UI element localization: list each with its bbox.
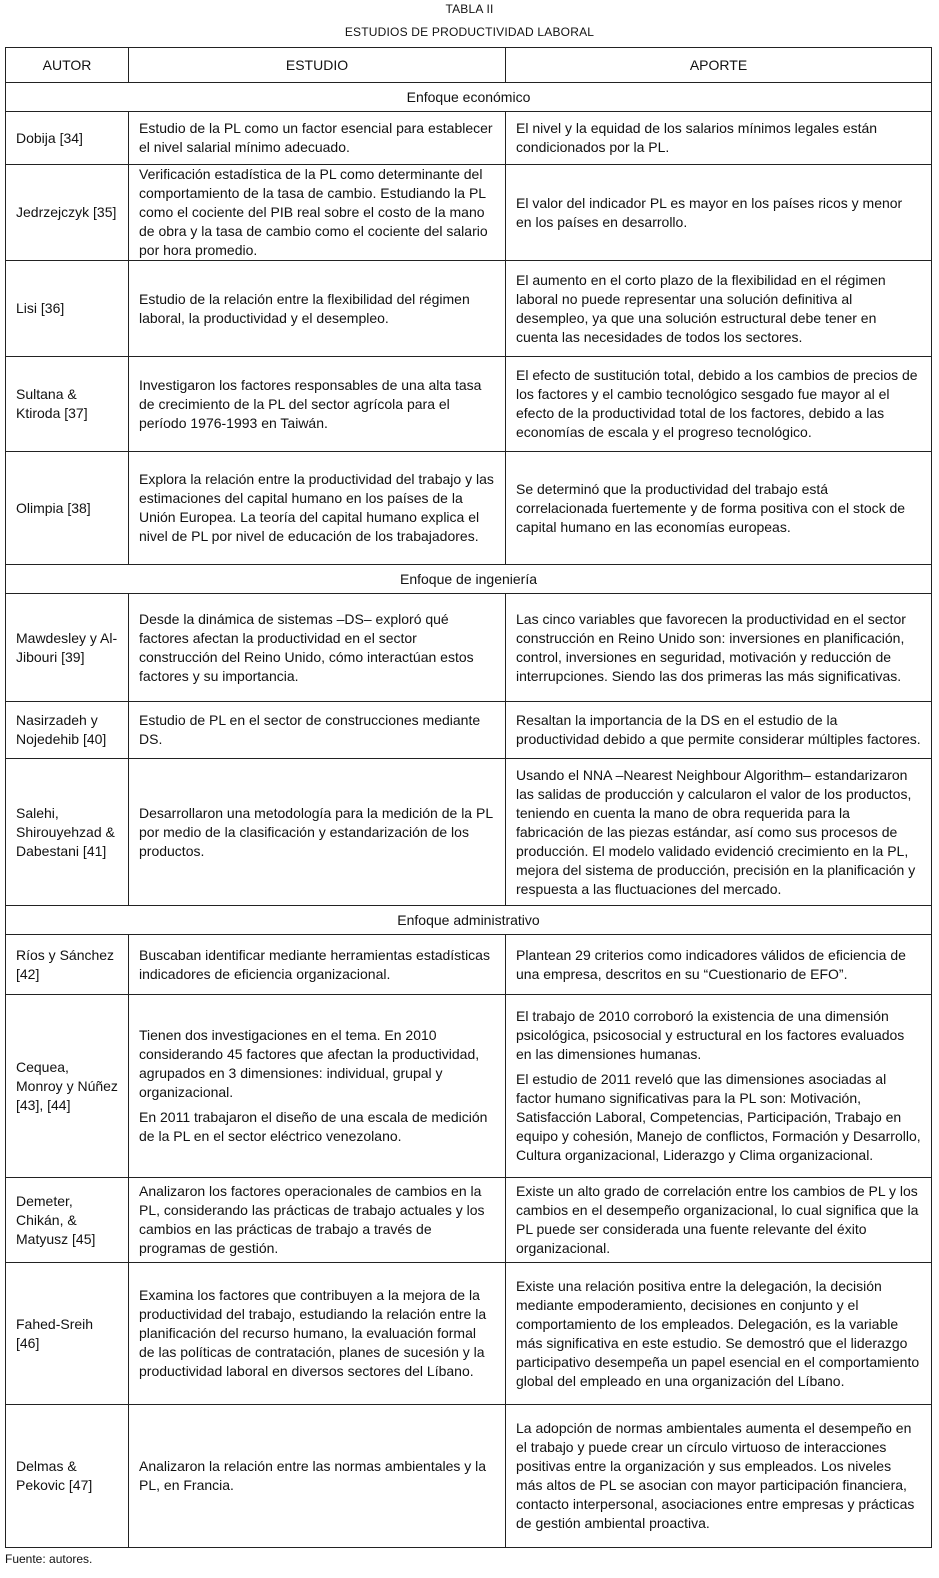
table-row bbox=[6, 452, 932, 565]
header-aporte: APORTE bbox=[506, 48, 932, 83]
autor-cell: Demeter, Chikán, & Matyusz [45] bbox=[6, 1178, 129, 1263]
section-title: Enfoque económico bbox=[6, 83, 932, 112]
aporte-paragraph: Existe un alto grado de correlación entre los cambios de PL y los cambios en el desempeño organizacional, lo cual significa que la PL puede ser considerada una fuente relevante del éxito organizacional. bbox=[516, 1183, 919, 1256]
estudio-paragraph: Tienen dos investigaciones en el tema. En 2010 considerando 45 factores que afectan la productividad, agrupados en 3 dimensiones: individual, grupal y organizacional. bbox=[139, 1027, 480, 1100]
estudio-cell bbox=[129, 702, 506, 759]
table-label: TABLA II bbox=[445, 2, 494, 16]
section-row bbox=[6, 565, 932, 594]
estudio-paragraph: Examina los factores que contribuyen a la mejora de la productividad del trabajo, estudiando la relación entre la planificación del recurso humano, la evaluación formal de las políticas de contratación, planes de sucesión y la productividad laboral en diversos sectores del Líbano. bbox=[139, 1287, 487, 1379]
table-title: ESTUDIOS DE PRODUCTIVIDAD LABORAL bbox=[344, 25, 595, 39]
aporte-paragraph: El aumento en el corto plazo de la flexibilidad en el régimen laboral no puede representar una solución definitiva al desempleo, ya que una solución estructural debe tener en cuenta las necesidades de todos los sectores. bbox=[516, 271, 886, 345]
autor-cell: Olimpia [38] bbox=[6, 452, 129, 565]
estudio-cell bbox=[129, 357, 506, 452]
estudio-paragraph: Estudio de PL en el sector de construcciones mediante DS. bbox=[139, 712, 481, 747]
productivity-studies-table bbox=[5, 47, 932, 1548]
table-row bbox=[6, 1405, 932, 1548]
aporte-paragraph: Se determinó que la productividad del trabajo está correlacionada fuertemente y de forma positiva con el stock de capital humano en las economías europeas. bbox=[516, 480, 906, 535]
aporte-paragraph: Las cinco variables que favorecen la productividad en el sector construcción en Reino Unido son: inversiones en planificación, control, inversiones en seguridad, motivación y reducción de interrupciones. Siendo las dos primeras las más significativas. bbox=[516, 610, 906, 684]
source-note: Fuente: autores. bbox=[5, 1552, 93, 1566]
aporte-cell bbox=[506, 1178, 932, 1263]
aporte-paragraph: Plantean 29 criterios como indicadores válidos de eficiencia de una empresa, descritos en su “Cuestionario de EFO”. bbox=[516, 946, 906, 982]
estudio-paragraph: Estudio de la relación entre la flexibilidad del régimen laboral, la productividad y el desempleo. bbox=[139, 290, 470, 326]
header-row bbox=[6, 48, 932, 83]
estudio-paragraph: En 2011 trabajaron el diseño de una escala de medición de la PL en el sector eléctrico venezolano. bbox=[139, 1109, 488, 1144]
autor-cell: Nasirzadeh y Nojedehib [40] bbox=[6, 702, 129, 759]
aporte-paragraph: La adopción de normas ambientales aumenta el desempeño en el trabajo y puede crear un círculo virtuoso de interacciones positivas entre la organización y sus empleados. Los niveles más altos de PL se asocian con mayor participación financiera, contacto interpersonal, asociaciones entre empresas y prácticas de gestión ambiental proactiva. bbox=[516, 1420, 915, 1531]
aporte-cell bbox=[506, 165, 932, 261]
autor-cell: Mawdesley y Al-Jibouri [39] bbox=[6, 594, 129, 702]
table-row bbox=[6, 1263, 932, 1405]
section-row bbox=[6, 83, 932, 112]
autor-cell: Ríos y Sánchez [42] bbox=[6, 935, 129, 995]
estudio-cell bbox=[129, 1263, 506, 1405]
aporte-cell bbox=[506, 759, 932, 906]
estudio-cell bbox=[129, 112, 506, 165]
table-row bbox=[6, 112, 932, 165]
section-title: Enfoque de ingeniería bbox=[6, 565, 932, 594]
estudio-cell bbox=[129, 1405, 506, 1548]
aporte-cell bbox=[506, 357, 932, 452]
section-title: Enfoque administrativo bbox=[6, 906, 932, 935]
table-row bbox=[6, 594, 932, 702]
aporte-paragraph: Resaltan la importancia de la DS en el estudio de la productividad debido a que permite considerar múltiples factores. bbox=[516, 712, 921, 747]
estudio-cell bbox=[129, 935, 506, 995]
estudio-paragraph: Analizaron los factores operacionales de cambios en la PL, considerando las prácticas de trabajo actuales y los cambios en las prácticas de trabajo a través de programas de gestión. bbox=[139, 1183, 485, 1256]
table-row bbox=[6, 165, 932, 261]
table-row bbox=[6, 995, 932, 1178]
estudio-cell bbox=[129, 759, 506, 906]
estudio-paragraph: Desde la dinámica de sistemas –DS– exploró qué factores afectan la productividad en el sector construcción del Reino Unido, cómo interactúan estos factores y su importancia. bbox=[139, 610, 474, 684]
aporte-cell bbox=[506, 112, 932, 165]
estudio-paragraph: Investigaron los factores responsables de una alta tasa de crecimiento de la PL del sector agrícola para el período 1976-1993 en Taiwán. bbox=[139, 376, 482, 431]
section-row bbox=[6, 906, 932, 935]
autor-cell: Salehi, Shirouyehzad & Dabestani [41] bbox=[6, 759, 129, 906]
aporte-cell bbox=[506, 594, 932, 702]
header-autor: AUTOR bbox=[6, 48, 129, 83]
table-row bbox=[6, 261, 932, 357]
autor-cell: Jedrzejczyk [35] bbox=[6, 165, 129, 261]
aporte-paragraph: El nivel y la equidad de los salarios mínimos legales están condicionados por la PL. bbox=[516, 120, 878, 155]
estudio-paragraph: Explora la relación entre la productividad del trabajo y las estimaciones del capital humano en los países de la Unión Europea. La teoría del capital humano explica el nivel de PL por nivel de educación de los trabajadores. bbox=[139, 471, 494, 544]
estudio-cell bbox=[129, 165, 506, 261]
estudio-paragraph: Verificación estadística de la PL como determinante del comportamiento de la tasa de cambio. Estudiando la PL como el cociente del PIB real sobre el costo de la mano de obra y la tasa de cambio como el cociente del salario por hora promedio. bbox=[139, 166, 488, 258]
estudio-paragraph: Buscaban identificar mediante herramientas estadísticas indicadores de eficiencia organizacional. bbox=[139, 946, 490, 982]
aporte-cell bbox=[506, 702, 932, 759]
aporte-paragraph: Usando el NNA –Nearest Neighbour Algorithm– estandarizaron las salidas de producción y calcularon el valor de los productos, teniendo en cuenta la mano de obra requerida para la fabricación de las piezas estándar, así como sus procesos de producción. El modelo validado evidenció crecimiento en la PL, mejora del sistema de producción, precisión en la planificación y respuesta a las fluctuaciones del mercado. bbox=[516, 766, 916, 897]
aporte-cell bbox=[506, 452, 932, 565]
aporte-paragraph: El valor del indicador PL es mayor en los países ricos y menor en los países en desarrollo. bbox=[516, 194, 903, 230]
estudio-cell bbox=[129, 995, 506, 1178]
autor-cell: Lisi [36] bbox=[6, 261, 129, 357]
aporte-paragraph: El efecto de sustitución total, debido a los cambios de precios de los factores y el cambio tecnológico sesgado fue mayor al el efecto de la productividad total de los factores, debido a las economías de escala y el progreso tecnológico. bbox=[516, 367, 918, 440]
autor-cell: Fahed-Sreih [46] bbox=[6, 1263, 129, 1405]
aporte-cell bbox=[506, 1405, 932, 1548]
table-row bbox=[6, 702, 932, 759]
aporte-paragraph: Existe una relación positiva entre la delegación, la decisión mediante empoderamiento, decisiones en conjunto y el comportamiento de los empleados. Delegación, es la variable más significativa en este estudio. Se demostró que el liderazgo participativo desempeña un papel esencial en el comportamiento global del empleado en una organización del Líbano. bbox=[516, 1277, 920, 1389]
autor-cell: Dobija [34] bbox=[6, 112, 129, 165]
aporte-cell bbox=[506, 1263, 932, 1405]
aporte-paragraph: El estudio de 2011 reveló que las dimensiones asociadas al factor humano significativas para la PL son: Motivación, Satisfacción Laboral, Competencias, Participación, Trabajo en equipo y cohesión, Manejo de conflictos, Formación y Desarrollo, Cultura organizacional, Liderazgo y Clima organizacional. bbox=[516, 1071, 921, 1163]
table-row bbox=[6, 935, 932, 995]
aporte-cell bbox=[506, 935, 932, 995]
aporte-cell bbox=[506, 995, 932, 1178]
estudio-paragraph: Analizaron la relación entre las normas ambientales y la PL, en Francia. bbox=[139, 1458, 487, 1493]
estudio-cell bbox=[129, 452, 506, 565]
estudio-paragraph: Estudio de la PL como un factor esencial para establecer el nivel salarial mínimo adecuado. bbox=[139, 120, 493, 155]
estudio-cell bbox=[129, 594, 506, 702]
aporte-paragraph: El trabajo de 2010 corroboró la existencia de una dimensión psicológica, psicosocial y estructural en los factores evaluados en las dimensiones humanas. bbox=[516, 1008, 905, 1062]
table-row bbox=[6, 759, 932, 906]
autor-cell: Delmas & Pekovic [47] bbox=[6, 1405, 129, 1548]
autor-cell: Sultana & Ktiroda [37] bbox=[6, 357, 129, 452]
aporte-cell bbox=[506, 261, 932, 357]
autor-cell: Cequea, Monroy y Núñez [43], [44] bbox=[6, 995, 129, 1178]
estudio-cell bbox=[129, 1178, 506, 1263]
estudio-cell bbox=[129, 261, 506, 357]
header-estudio: ESTUDIO bbox=[129, 48, 506, 83]
table-row bbox=[6, 357, 932, 452]
table-row bbox=[6, 1178, 932, 1263]
estudio-paragraph: Desarrollaron una metodología para la medición de la PL por medio de la clasificación y estandarización de los productos. bbox=[139, 804, 493, 859]
